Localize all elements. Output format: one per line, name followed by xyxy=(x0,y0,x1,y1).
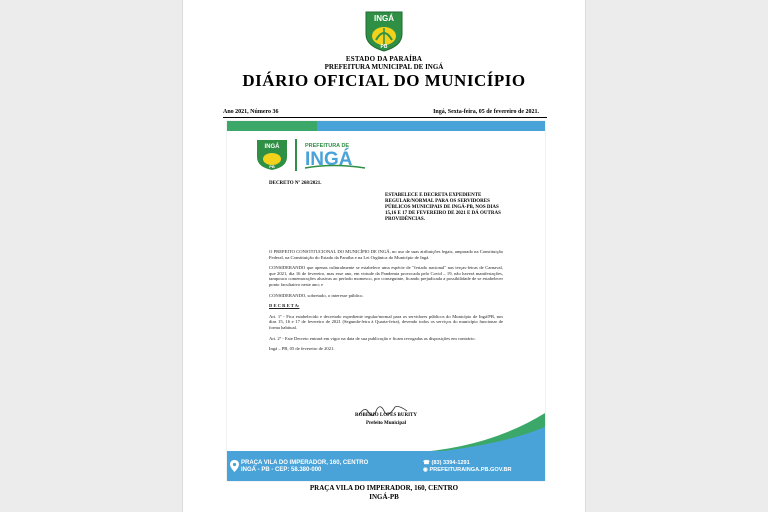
header-divider xyxy=(223,117,547,118)
paragraph: CONSIDERANDO, sobretudo, o interesse público. xyxy=(269,292,364,298)
municipal-crest-logo xyxy=(362,10,406,52)
location-pin-icon xyxy=(230,460,239,472)
crest-label: INGÁ xyxy=(374,14,394,23)
paragraph: O PREFEITO CONSTITUCIONAL DO MUNICÍPIO DE INGÁ, no uso de suas atribuições legais, amparado na Constituição Federal, na Constituição do Estado da Paraíba e na Lei Orgânica do Município de Ingá. xyxy=(269,249,503,260)
paragraph: Art. 1º - Fica estabelecido e decretado expediente regular/normal para os servidores públicos do Município de Ingá/PB, nos dias 15, 16 e 17 de fevereiro de 2021 (Segunda-feira à Quarta-feira), devendo todos os serviços do município funcionar de forma habitual. xyxy=(269,313,503,330)
state-heading: ESTADO DA PARAÍBA xyxy=(345,55,423,63)
footer-phone xyxy=(423,460,512,467)
decree-summary: ESTABELECE E DECRETA EXPEDIENTE REGULAR/NORMAL PARA OS SERVIDORES PÚBLICOS MUNICIPAIS DE INGÁ-PB, NOS DIAS 15,16 E 17 DE FEVEREIRO DE 2021 E DÁ OUTRAS PROVIDÊNCIAS. xyxy=(385,193,501,222)
brand-top: PREFEITURA DE xyxy=(305,143,350,149)
footer-address-heading: PRAÇA VILA DO IMPERADOR, 160, CENTRO xyxy=(309,484,459,492)
footer-address-line-2: INGÁ - PB - CEP: 58.380-000 xyxy=(241,467,322,473)
footer-phone-text: (83) 3394-1291 xyxy=(431,460,470,466)
prefeitura-brand xyxy=(303,139,403,171)
decree-logo-label: INGÁ xyxy=(264,144,280,150)
footer-contact xyxy=(423,460,512,474)
phone-icon: ☎ xyxy=(423,460,432,466)
signer-name: ROBÉRIO LOPES BURITY xyxy=(355,413,417,418)
decree-logo-sub: PB xyxy=(269,164,275,169)
footer-site xyxy=(423,467,512,474)
document-page xyxy=(182,0,586,512)
decree-number: DECRETO Nº 268/2021. xyxy=(269,181,322,186)
decree-crest-logo xyxy=(255,139,289,171)
footer-address-line-1: PRAÇA VILA DO IMPERADOR, 160, CENTRO xyxy=(241,460,369,466)
paragraph: D E C R E T A: xyxy=(269,303,300,309)
footer-address xyxy=(241,460,368,474)
paragraph: CONSIDERANDO que apenas culturalmente se estabelece uma espécie de "feriado nacional" nas terças-feiras de Carnaval, que 2021, dia 16 de fevereiro, mas esse ano, em virtude da Pandemia provocada pelo Covid – 19, não haverá manifestações, tampouco comemorações alusivas ao período momesco, por conseguinte, ficando prejudicada a possibilidade de se estabelecer ponto facultativo neste ano; e xyxy=(269,265,503,287)
page-title: DIÁRIO OFICIAL DO MUNICÍPIO xyxy=(242,71,526,90)
footer-city: INGÁ-PB xyxy=(369,493,399,501)
logo-separator xyxy=(295,139,297,171)
prefecture-heading: PREFEITURA MUNICIPAL DE INGÁ xyxy=(324,63,444,71)
footer-site-text: PREFEITURAINGA.PB.GOV.BR xyxy=(429,467,512,473)
brand-name: INGÁ xyxy=(305,149,353,170)
issue-date: Ingá, Sexta-feira, 05 de fevereiro de 2021. xyxy=(433,109,539,115)
globe-icon: ◉ xyxy=(423,467,430,473)
footer-band xyxy=(227,451,545,481)
top-band-accent xyxy=(227,121,317,131)
decree-image xyxy=(227,121,545,481)
issue-number: Ano 2021, Número 36 xyxy=(223,109,279,115)
decree-body xyxy=(269,249,503,357)
signer-role: Prefeito Municipal xyxy=(365,421,407,426)
crest-sub: PB xyxy=(380,44,388,50)
paragraph: Art. 2º - Este Decreto entrará em vigor na data de sua publicação e ficam revogadas as disposições em contrário. xyxy=(269,335,476,341)
paragraph: Ingá – PB, 05 de fevereiro de 2021. xyxy=(269,346,335,352)
